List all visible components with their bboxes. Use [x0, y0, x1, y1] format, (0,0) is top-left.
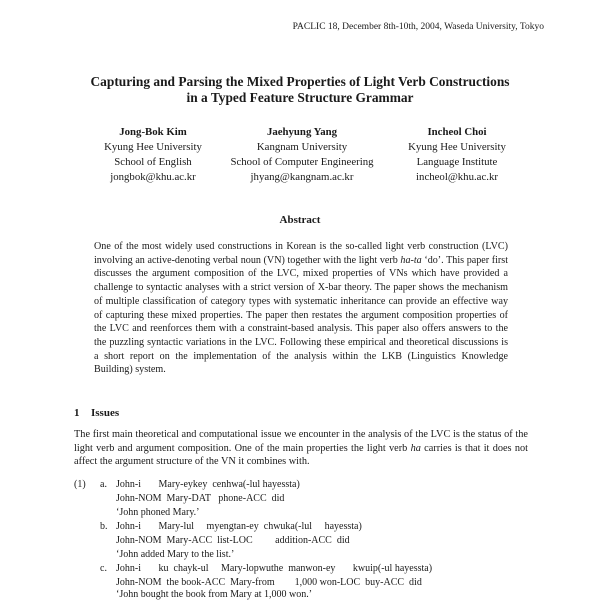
paper-title — [0, 74, 600, 106]
abstract-text — [94, 240, 508, 377]
author-affiliation: Kyung Hee University — [408, 141, 506, 153]
example-c-label: c. — [100, 563, 107, 574]
example-b-line-3: ‘John added Mary to the list.’ — [116, 549, 235, 560]
author-2 — [212, 125, 392, 185]
author-name: Jaehyung Yang — [266, 126, 338, 138]
paragraph-italic-term: ha — [410, 442, 421, 454]
conference-header: PACLIC 18, December 8th-10th, 2004, Waseda University, Tokyo — [292, 22, 544, 32]
example-number: (1) — [74, 479, 86, 490]
example-a-label: a. — [100, 479, 107, 490]
abstract-heading: Abstract — [279, 214, 321, 226]
section-title: Issues — [91, 407, 120, 419]
author-department: School of English — [114, 156, 192, 168]
author-department: School of Computer Engineering — [230, 156, 374, 168]
title-line-2: in a Typed Feature Structure Grammar — [186, 90, 414, 105]
author-name: Incheol Choi — [427, 126, 487, 138]
title-line-1: Capturing and Parsing the Mixed Properties of Light Verb Constructions — [90, 74, 510, 89]
example-a-line-3: ‘John phoned Mary.’ — [116, 507, 200, 518]
author-1 — [88, 125, 218, 185]
author-affiliation: Kangnam University — [256, 141, 348, 153]
example-c-line-3: ‘John bought the book from Mary at 1,000 won.’ — [116, 589, 313, 600]
example-c-line-1: John-i ku chayk-ul Mary-lopwuthe manwon-ey kwuip(-ul hayessta) — [116, 563, 433, 574]
section-paragraph — [74, 428, 528, 469]
author-3 — [392, 125, 522, 185]
section-number: 1 — [74, 407, 80, 419]
paragraph-part-1: The first main theoretical and computational issue we encounter in the analysis of the LVC is the status of the light verb and argument composition. One of the main properties the light verb — [74, 429, 528, 454]
section-heading — [74, 407, 119, 419]
example-b-line-2: John-NOM Mary-ACC list-LOC addition-ACC did — [116, 535, 350, 546]
paragraph-part-2: carries is that it does not affect the argument structure of the VN it combines with. — [74, 442, 528, 468]
example-b-label: b. — [100, 521, 108, 532]
author-email[interactable]: jhyang@kangnam.ac.kr — [250, 171, 354, 183]
author-name: Jong-Bok Kim — [119, 126, 187, 138]
author-email[interactable]: jongbok@khu.ac.kr — [110, 171, 196, 183]
example-c-line-2: John-NOM the book-ACC Mary-from 1,000 won-LOC buy-ACC did — [116, 577, 422, 588]
abstract-text-part-2: ‘do’. This paper first discusses the argument composition of the LVC, mixed properties of VNs which have provided a challenge to syntactic analyses with a strict version of X-bar theory. The paper shows the mechanism of multiple classification of category types with systematic inheritance can provide an effective way of capturing these mixed properties. The paper then restates the argument composition properties of the LVC and reenforces them with a constraint-based analysis. This paper also offers answers to the the puzzling syntactic variations in the LVC. Following these empirical and theoretical discussions is a short report on the implementation of the analysis within the LKB (Linguistics Knowledge Building) system. — [94, 254, 509, 376]
example-b-line-1: John-i Mary-lul myengtan-ey chwuka(-lul hayessta) — [116, 521, 362, 532]
author-affiliation: Kyung Hee University — [104, 141, 202, 153]
abstract-text-part-1: One of the most widely used constructions in Korean is the so-called light verb construction (LVC) involving an active-denoting verbal noun (VN) together with the light verb — [94, 241, 508, 266]
abstract-italic-term: ha-ta — [400, 254, 422, 266]
author-email[interactable]: incheol@khu.ac.kr — [416, 171, 498, 183]
example-a-line-2: John-NOM Mary-DAT phone-ACC did — [116, 493, 285, 504]
author-department: Language Institute — [416, 156, 498, 168]
example-a-line-1: John-i Mary-eykey cenhwa(-lul hayessta) — [116, 479, 300, 490]
